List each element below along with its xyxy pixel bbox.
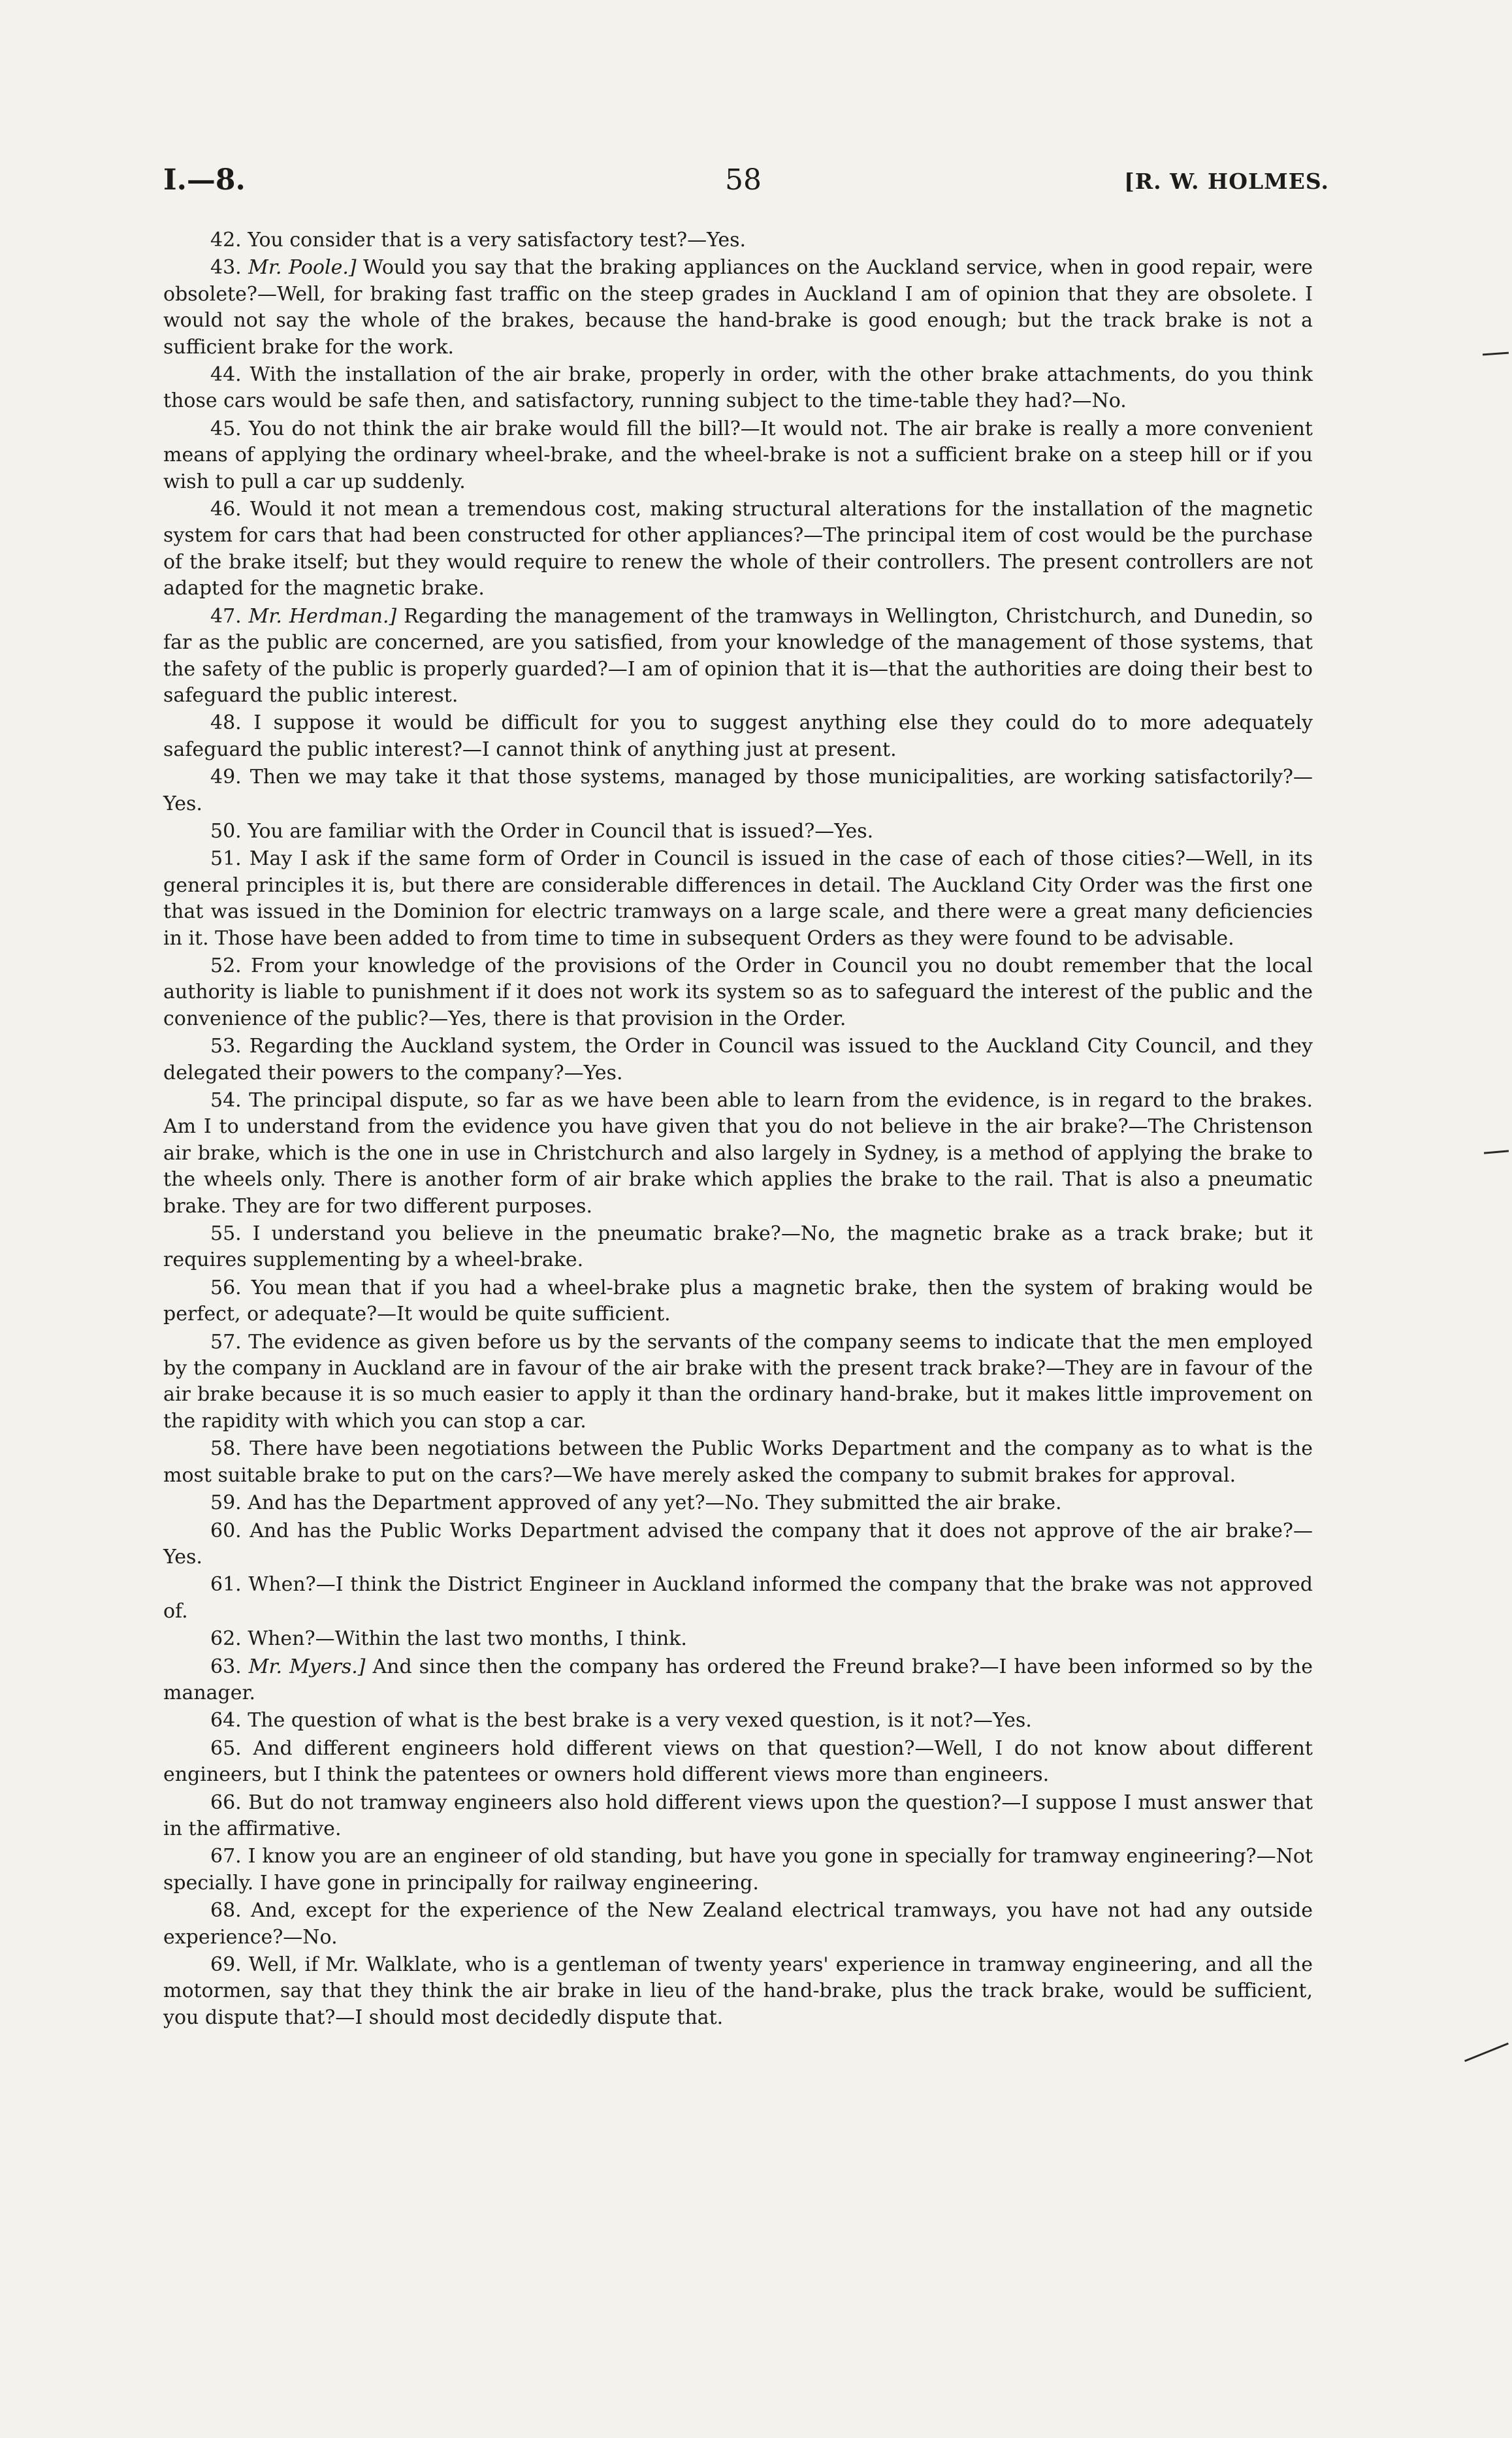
paragraph-text: I know you are an engineer of old standing, but have you gone in specially for tramway engineering?—Not specially. I have gone in principally for railway engineering.: [163, 1845, 1313, 1894]
paragraph: [163, 1654, 1313, 1707]
paragraph-text: The question of what is the best brake is a very vexed question, is it not?—Yes.: [248, 1709, 1032, 1732]
paragraph: [163, 1088, 1313, 1220]
question-number: 49.: [210, 766, 242, 789]
speaker: Mr. Herdman.]: [248, 604, 397, 628]
paragraph-text: And has the Department approved of any yet?—No. They submitted the air brake.: [248, 1491, 1062, 1515]
page-number: 58: [725, 163, 762, 197]
paragraph-text: Regarding the management of the tramways in Wellington, Christchurch, and Dunedin, so far as the public are concerned, are you satisfied, from your knowledge of the management of those systems, that the safety of the public is properly guarded?—I am of opinion that it is—that the authorities are doing their best to safeguard the public interest.: [163, 604, 1313, 707]
question-number: 62.: [210, 1627, 242, 1651]
paragraph-text: There have been negotiations between the Public Works Department and the company as to what is the most suitable brake to put on the cars?—We have merely asked the company to submit brakes for approval.: [163, 1437, 1313, 1487]
paragraph-text: And, except for the experience of the New Zealand electrical tramways, you have not had any outside experience?—No.: [163, 1899, 1313, 1949]
question-number: 48.: [210, 711, 242, 735]
paragraph: [163, 496, 1313, 602]
paragraph: [163, 1329, 1313, 1435]
question-number: 52.: [210, 954, 242, 977]
question-number: 63.: [210, 1655, 242, 1678]
paragraph-text: And since then the company has ordered the Freund brake?—I have been informed so by the manager.: [163, 1655, 1313, 1704]
question-number: 55.: [210, 1222, 242, 1246]
question-number: 44.: [210, 363, 242, 387]
paragraph: [163, 362, 1313, 415]
question-number: 47.: [210, 604, 242, 628]
paragraph-text: You mean that if you had a wheel-brake plus a magnetic brake, then the system of braking would be perfect, or adequate?—It would be quite sufficient.: [163, 1276, 1313, 1326]
paragraph: [163, 764, 1313, 817]
question-number: 53.: [210, 1035, 242, 1058]
question-number: 57.: [210, 1330, 242, 1354]
paragraph-text: Would it not mean a tremendous cost, making structural alterations for the installation of the magnetic system for cars that had been constructed for other appliances?—The principal item of cost would be the purchase of the brake itself; but they would require to renew the whole of their controllers. The present controllers are not adapted for the magnetic brake.: [163, 498, 1313, 600]
question-number: 64.: [210, 1709, 242, 1732]
paragraph-text: When?—I think the District Engineer in Auckland informed the company that the brake was not approved of.: [163, 1573, 1313, 1623]
question-number: 50.: [210, 819, 242, 843]
question-number: 46.: [210, 498, 242, 521]
margin-mark: [1464, 2043, 1509, 2062]
paragraph: [163, 416, 1313, 495]
evidence-body: [163, 227, 1313, 2031]
question-number: 45.: [210, 417, 242, 440]
paragraph: [163, 1626, 1313, 1652]
paragraph-text: With the installation of the air brake, properly in order, with the other brake attachments, do you think those cars would be safe then, and satisfactory, running subject to the time-table they had?—No.: [163, 363, 1313, 413]
question-number: 51.: [210, 847, 242, 871]
paragraph-text: But do not tramway engineers also hold different views upon the question?—I suppose I must answer that in the affirmative.: [163, 1791, 1313, 1840]
question-number: 42.: [210, 229, 242, 252]
paragraph-text: Regarding the Auckland system, the Order in Council was issued to the Auckland City Council, and they delegated their powers to the company?—Yes.: [163, 1035, 1313, 1084]
paragraph-text: I understand you believe in the pneumatic brake?—No, the magnetic brake as a track brake; but it requires supplementing by a wheel-brake.: [163, 1222, 1313, 1272]
paragraph-text: The principal dispute, so far as we have been able to learn from the evidence, is in regard to the brakes. Am I to understand from the evidence you have given that you do not believe in the air brake?—The Christenson air brake, which is the one in use in Christchurch and also largely in Sydney, is a method of applying the brake to the wheels only. There is another form of air brake which applies the brake to the rail. That is also a pneumatic brake. They are for two different purposes.: [163, 1089, 1313, 1218]
question-number: 60.: [210, 1519, 242, 1542]
question-number: 65.: [210, 1736, 242, 1760]
paragraph: [163, 1736, 1313, 1789]
question-number: 66.: [210, 1791, 242, 1814]
margin-mark: [1484, 1150, 1509, 1154]
paragraph: [163, 1490, 1313, 1516]
paragraph: [163, 227, 1313, 253]
paragraph-text: Well, if Mr. Walklate, who is a gentleman of twenty years' experience in tramway engineering, and all the motormen, say that they think the air brake in lieu of the hand-brake, plus the track brake, would be sufficient, you dispute that?—I should most decidedly dispute that.: [163, 1953, 1313, 2029]
paragraph: [163, 1952, 1313, 2031]
paragraph: [163, 819, 1313, 845]
question-number: 59.: [210, 1491, 242, 1515]
paragraph: [163, 1436, 1313, 1489]
paragraph: [163, 953, 1313, 1032]
paragraph-text: Would you say that the braking appliances on the Auckland service, when in good repair, were obsolete?—Well, for braking fast traffic on the steep grades in Auckland I am of opinion that they are obsolete. I would not say the whole of the brakes, because the hand-brake is good enough; but the track brake is not a sufficient brake for the work.: [163, 256, 1313, 359]
paragraph-text: May I ask if the same form of Order in Council is issued in the case of each of those cities?—Well, in its general principles it is, but there are considerable differences in detail. The Auckland City Order was the first one that was issued in the Dominion for electric tramways on a large scale, and there were a great many deficiencies in it. Those have been added to from time to time in subsequent Orders as they were found to be advisable.: [163, 847, 1313, 950]
paragraph: [163, 1898, 1313, 1951]
margin-mark: [1483, 352, 1509, 356]
paragraph: [163, 255, 1313, 361]
paragraph: [163, 1275, 1313, 1328]
question-number: 58.: [210, 1437, 242, 1461]
paragraph: [163, 710, 1313, 763]
paragraph-text: From your knowledge of the provisions of the Order in Council you no doubt remember that the local authority is liable to punishment if it does not work its system so as to safeguard the interest of the public and the convenience of the public?—Yes, there is that provision in the Order.: [163, 954, 1313, 1030]
paragraph: [163, 1033, 1313, 1086]
paragraph-text: Then we may take it that those systems, managed by those municipalities, are working satisfactorily?—Yes.: [163, 766, 1313, 815]
document-page: [163, 163, 1329, 2032]
question-number: 61.: [210, 1573, 242, 1597]
paragraph: [163, 1221, 1313, 1274]
paragraph: [163, 1844, 1313, 1896]
question-number: 67.: [210, 1845, 242, 1868]
speaker: Mr. Poole.]: [248, 256, 357, 280]
paragraph-text: And different engineers hold different views on that question?—Well, I do not know about different engineers, but I think the patentees or owners hold different views more than engineers.: [163, 1736, 1313, 1787]
question-number: 54.: [210, 1089, 242, 1112]
question-number: 43.: [210, 256, 242, 280]
paragraph: [163, 846, 1313, 952]
witness-name: [R. W. HOLMES.: [1124, 169, 1329, 194]
paragraph: [163, 1708, 1313, 1734]
paragraph-text: You are familiar with the Order in Council that is issued?—Yes.: [248, 819, 874, 843]
paragraph-text: You consider that is a very satisfactory test?—Yes.: [248, 229, 747, 252]
question-number: 68.: [210, 1899, 242, 1923]
question-number: 56.: [210, 1276, 242, 1299]
paragraph-text: And has the Public Works Department advised the company that it does not approve of the air brake?—Yes.: [163, 1519, 1313, 1568]
paragraph-text: I suppose it would be difficult for you to suggest anything else they could do to more adequately safeguard the public interest?—I cannot think of anything just at present.: [163, 711, 1313, 761]
page-header: [163, 163, 1329, 209]
paragraph: [163, 1518, 1313, 1571]
paragraph: [163, 1572, 1313, 1625]
document-reference: I.—8.: [163, 163, 246, 197]
question-number: 69.: [210, 1953, 242, 1976]
speaker: Mr. Myers.]: [248, 1655, 366, 1678]
paragraph-text: When?—Within the last two months, I think.: [248, 1627, 687, 1651]
paragraph: [163, 604, 1313, 709]
paragraph: [163, 1790, 1313, 1843]
paragraph-text: You do not think the air brake would fill the bill?—It would not. The air brake is really a more convenient means of applying the ordinary wheel-brake, and the wheel-brake is not a sufficient brake on a steep hill or if you wish to pull a car up suddenly.: [163, 417, 1313, 493]
paragraph-text: The evidence as given before us by the servants of the company seems to indicate that the men employed by the company in Auckland are in favour of the air brake with the present track brake?—They are in favour of the air brake because it is so much easier to apply it than the ordinary hand-brake, but it makes little improvement on the rapidity with which you can stop a car.: [163, 1330, 1313, 1433]
